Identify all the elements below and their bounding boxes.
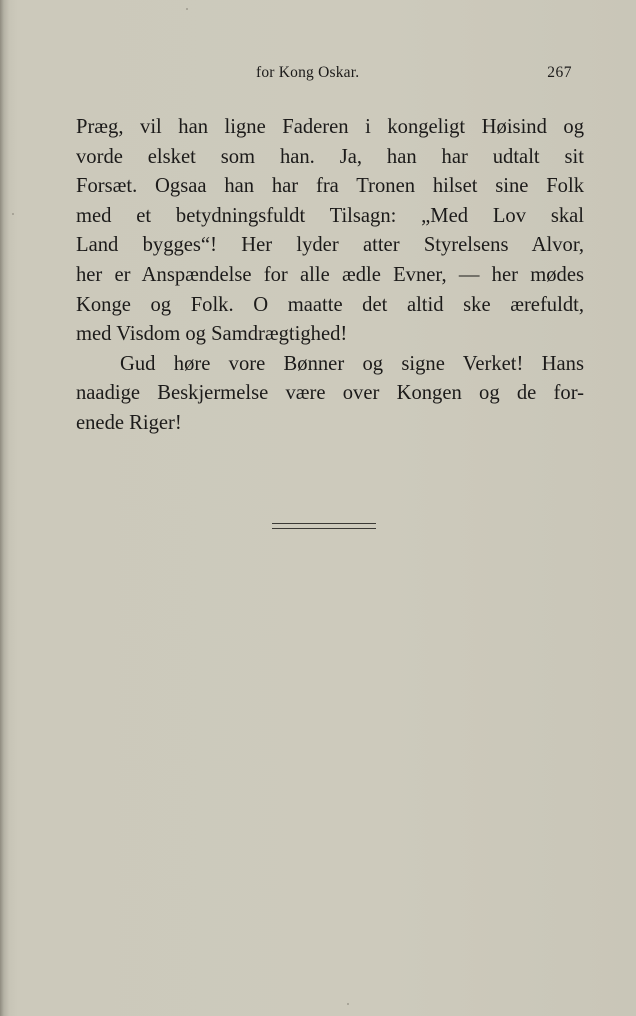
text-line: enede Riger! <box>76 411 182 434</box>
text-line: med et betydningsfuldt Tilsagn: „Med Lov skal <box>76 204 584 227</box>
text-line: Konge og Folk. O maatte det altid ske ærefuldt, <box>76 293 584 316</box>
page-number: 267 <box>547 64 572 81</box>
text-line: Præg, vil han ligne Faderen i kongeligt Høisind og <box>76 116 584 138</box>
text-line: Gud høre vore Bønner og signe Verket! Hans <box>120 352 584 375</box>
text-line: her er Anspændelse for alle ædle Evner, — her mødes <box>76 263 584 286</box>
page-gutter <box>0 0 9 1016</box>
text-line: Land bygges“! Her lyder atter Styrelsens Alvor, <box>76 234 584 257</box>
paper-speck <box>347 1003 349 1005</box>
text-line: Forsæt. Ogsaa han har fra Tronen hilset sine Folk <box>76 175 584 198</box>
text-line: naadige Beskjermelse være over Kongen og de for- <box>76 382 584 405</box>
running-header <box>76 64 572 88</box>
text-line: vorde elsket som han. Ja, han har udtalt sit <box>76 145 584 168</box>
paper-speck <box>186 8 188 10</box>
running-title: for Kong Oskar. <box>256 64 360 81</box>
text-line: med Visdom og Samdrægtighed! <box>76 323 348 346</box>
section-divider <box>272 523 376 529</box>
body-text <box>76 113 584 439</box>
paper-speck <box>12 213 14 215</box>
